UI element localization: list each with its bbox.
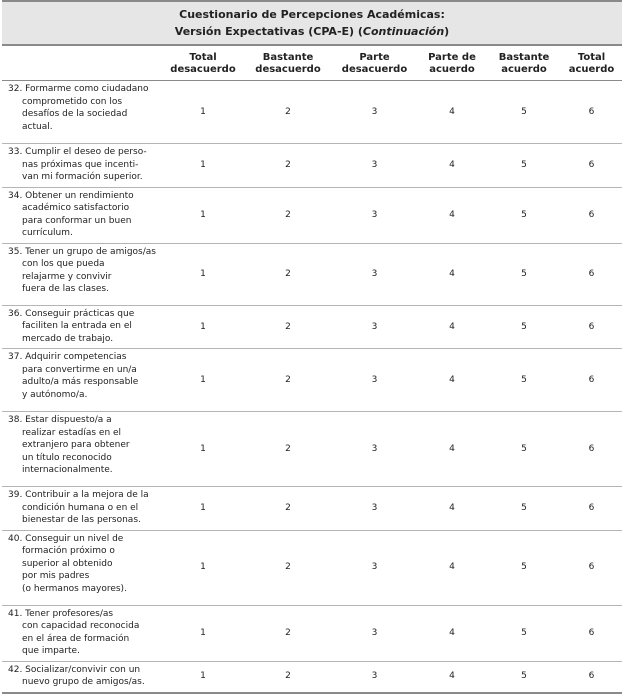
title-line-2-italic: Continuación	[362, 25, 445, 38]
scale-option[interactable]: 6	[561, 144, 622, 188]
scale-option[interactable]: 2	[244, 487, 332, 531]
scale-option[interactable]: 6	[561, 605, 622, 661]
table-row	[2, 661, 622, 693]
item-statement	[2, 605, 162, 661]
scale-option[interactable]: 5	[487, 605, 561, 661]
item-statement	[2, 187, 162, 243]
scale-option[interactable]: 5	[487, 661, 561, 693]
item-statement	[2, 144, 162, 188]
column-header: Bastante acuerdo	[487, 48, 561, 81]
scale-option[interactable]: 4	[417, 144, 487, 188]
scale-option[interactable]: 5	[487, 305, 561, 349]
scale-option[interactable]: 5	[487, 187, 561, 243]
scale-option[interactable]: 6	[561, 305, 622, 349]
scale-option[interactable]: 2	[244, 412, 332, 487]
scale-option[interactable]: 6	[561, 349, 622, 412]
item-statement	[2, 349, 162, 412]
item-text: 35. Tener un grupo de amigos/as con los que pueda relajarme y convivir fuera de las clases.	[8, 246, 156, 294]
scale-option[interactable]: 6	[561, 187, 622, 243]
scale-option[interactable]: 4	[417, 412, 487, 487]
column-header: Parte de acuerdo	[417, 48, 487, 81]
questionnaire-table	[2, 48, 622, 694]
scale-option[interactable]: 3	[332, 605, 417, 661]
item-text: 32. Formarme como ciudadano comprometido con los desafíos de la sociedad actual.	[8, 84, 149, 132]
scale-option[interactable]: 3	[332, 187, 417, 243]
scale-option[interactable]: 1	[162, 187, 244, 243]
item-text: 38. Estar dispuesto/a a realizar estadías en el extranjero para obtener un título reconocido internacionalmente.	[8, 415, 130, 475]
scale-option[interactable]: 5	[487, 530, 561, 605]
table-row	[2, 305, 622, 349]
scale-option[interactable]: 5	[487, 412, 561, 487]
scale-option[interactable]: 3	[332, 487, 417, 531]
scale-option[interactable]: 4	[417, 661, 487, 693]
scale-option[interactable]: 4	[417, 349, 487, 412]
scale-option[interactable]: 3	[332, 530, 417, 605]
scale-option[interactable]: 2	[244, 349, 332, 412]
column-header: Parte desacuerdo	[332, 48, 417, 81]
table-row	[2, 81, 622, 144]
scale-option[interactable]: 1	[162, 305, 244, 349]
scale-option[interactable]: 1	[162, 81, 244, 144]
scale-option[interactable]: 4	[417, 305, 487, 349]
table-body	[2, 81, 622, 693]
item-text: 40. Conseguir un nivel de formación próximo o superior al obtenido por mis padres (o hermanos mayores).	[8, 533, 127, 594]
scale-option[interactable]: 1	[162, 144, 244, 188]
item-text: 39. Contribuir a la mejora de la condición humana o en el bienestar de las personas.	[8, 490, 149, 525]
table-row	[2, 487, 622, 531]
table-row	[2, 412, 622, 487]
scale-option[interactable]: 4	[417, 81, 487, 144]
scale-option[interactable]: 3	[332, 81, 417, 144]
scale-option[interactable]: 2	[244, 187, 332, 243]
table-row	[2, 187, 622, 243]
scale-option[interactable]: 2	[244, 661, 332, 693]
item-text: 37. Adquirir competencias para convertirme en un/a adulto/a más responsable y autónomo/a.	[8, 352, 139, 400]
scale-option[interactable]: 2	[244, 243, 332, 305]
scale-option[interactable]: 6	[561, 661, 622, 693]
scale-option[interactable]: 3	[332, 144, 417, 188]
column-header: Total desacuerdo	[162, 48, 244, 81]
item-text: 33. Cumplir el deseo de perso- nas próximas que incenti- van mi formación superior.	[8, 147, 147, 182]
table-row	[2, 605, 622, 661]
scale-option[interactable]: 6	[561, 487, 622, 531]
title-line-1: Cuestionario de Percepciones Académicas:	[179, 8, 445, 21]
scale-option[interactable]: 1	[162, 412, 244, 487]
item-text: 42. Socializar/convivir con un nuevo grupo de amigos/as.	[8, 664, 145, 687]
item-statement	[2, 412, 162, 487]
scale-option[interactable]: 5	[487, 81, 561, 144]
scale-option[interactable]: 4	[417, 243, 487, 305]
scale-option[interactable]: 3	[332, 412, 417, 487]
header-row	[2, 48, 622, 81]
item-statement	[2, 487, 162, 531]
scale-option[interactable]: 5	[487, 144, 561, 188]
item-statement	[2, 305, 162, 349]
scale-option[interactable]: 2	[244, 144, 332, 188]
scale-option[interactable]: 3	[332, 349, 417, 412]
scale-option[interactable]: 6	[561, 530, 622, 605]
item-text: 36. Conseguir prácticas que faciliten la entrada en el mercado de trabajo.	[8, 308, 135, 344]
scale-option[interactable]: 2	[244, 81, 332, 144]
column-header: Bastante desacuerdo	[244, 48, 332, 81]
scale-option[interactable]: 1	[162, 243, 244, 305]
item-statement	[2, 243, 162, 305]
scale-option[interactable]: 1	[162, 530, 244, 605]
scale-option[interactable]: 4	[417, 530, 487, 605]
scale-option[interactable]: 4	[417, 187, 487, 243]
item-statement	[2, 661, 162, 693]
column-header: Total acuerdo	[561, 48, 622, 81]
scale-option[interactable]: 6	[561, 243, 622, 305]
scale-option[interactable]: 5	[487, 487, 561, 531]
title-line-2-close: )	[444, 25, 450, 38]
scale-option[interactable]: 1	[162, 661, 244, 693]
item-text: 41. Tener profesores/as con capacidad reconocida en el área de formación que imparte.	[8, 608, 140, 656]
header-item	[2, 48, 162, 81]
scale-option[interactable]: 3	[332, 661, 417, 693]
scale-option[interactable]: 1	[162, 349, 244, 412]
table-row	[2, 243, 622, 305]
table-title	[2, 0, 622, 46]
scale-option[interactable]: 5	[487, 349, 561, 412]
item-statement	[2, 81, 162, 144]
table-row	[2, 144, 622, 188]
scale-option[interactable]: 2	[244, 530, 332, 605]
scale-option[interactable]: 6	[561, 412, 622, 487]
table-row	[2, 530, 622, 605]
scale-option[interactable]: 2	[244, 305, 332, 349]
scale-option[interactable]: 3	[332, 243, 417, 305]
scale-option[interactable]: 3	[332, 305, 417, 349]
item-text: 34. Obtener un rendimiento académico satisfactorio para conformar un buen currículum.	[8, 190, 134, 238]
item-statement	[2, 530, 162, 605]
scale-option[interactable]: 4	[417, 605, 487, 661]
title-line-2-main: Versión Expectativas (CPA-E) (	[174, 25, 363, 38]
scale-option[interactable]: 1	[162, 487, 244, 531]
scale-option[interactable]: 6	[561, 81, 622, 144]
scale-option[interactable]: 1	[162, 605, 244, 661]
scale-option[interactable]: 5	[487, 243, 561, 305]
table-row	[2, 349, 622, 412]
scale-option[interactable]: 2	[244, 605, 332, 661]
scale-option[interactable]: 4	[417, 487, 487, 531]
title-line-2	[175, 23, 449, 40]
